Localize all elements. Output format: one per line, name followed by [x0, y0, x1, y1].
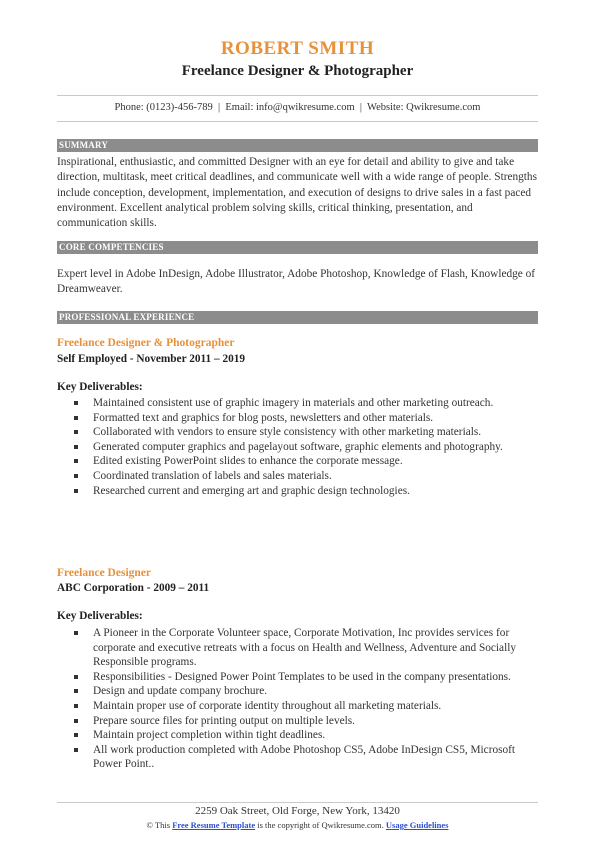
- list-item-text: Coordinated translation of labels and sales materials.: [93, 469, 332, 482]
- candidate-title: Freelance Designer & Photographer: [181, 63, 414, 79]
- list-item-text: Prepare source files for printing output on multiple levels.: [93, 714, 355, 727]
- list-item: [57, 670, 538, 685]
- candidate-name: ROBERT SMITH: [220, 38, 375, 59]
- list-item-text: Maintain proper use of corporate identity throughout all marketing materials.: [93, 699, 442, 712]
- list-item-text: A Pioneer in the Corporate Volunteer space, Corporate Motivation, Inc provides services for corporate and executive retreats with a focus on Health and Wellness, Adventure and Socially Responsible programs.: [93, 627, 516, 669]
- copyright-middle: is the copyright of Qwikresume.com.: [255, 820, 386, 830]
- bullet-icon: [74, 704, 78, 708]
- bullet-icon: [74, 489, 78, 493]
- section-header-competencies: CORE COMPETENCIES: [57, 241, 538, 254]
- list-item-text: Collaborated with vendors to ensure style consistency with other marketing materials.: [93, 426, 482, 439]
- job-company: ABC Corporation - 2009 – 2011: [57, 582, 210, 594]
- bullet-icon: [74, 474, 78, 478]
- section-header-experience: PROFESSIONAL EXPERIENCE: [57, 311, 538, 324]
- list-item: [57, 684, 538, 699]
- bullet-icon: [74, 719, 78, 723]
- job-company: Self Employed - November 2011 – 2019: [57, 353, 246, 365]
- bullet-icon: [74, 689, 78, 693]
- list-item: [57, 699, 538, 714]
- key-deliverables-label: Key Deliverables:: [57, 610, 143, 622]
- usage-guidelines-link[interactable]: Usage Guidelines: [385, 820, 449, 830]
- bullet-icon: [74, 416, 78, 420]
- job-title: Freelance Designer: [57, 567, 151, 579]
- list-item: [57, 743, 538, 772]
- deliverables-list: [57, 396, 538, 498]
- header-divider-top: [57, 95, 538, 96]
- bullet-icon: [74, 748, 78, 752]
- contact-line: Phone: (0123)-456-789 | Email: info@qwikresume.com | Website: Qwikresume.com: [114, 102, 481, 113]
- free-resume-template-link[interactable]: Free Resume Template: [172, 820, 256, 830]
- copyright-prefix: © This: [146, 820, 173, 830]
- list-item: [57, 714, 538, 729]
- list-item-text: Researched current and emerging art and graphic design technologies.: [93, 484, 410, 497]
- job-title: Freelance Designer & Photographer: [57, 337, 235, 349]
- bullet-icon: [74, 631, 78, 635]
- bullet-icon: [74, 733, 78, 737]
- list-item: [57, 469, 538, 484]
- competencies-text: Expert level in Adobe InDesign, Adobe Illustrator, Adobe Photoshop, Knowledge of Flash, Knowledge of Dreamweaver.: [57, 268, 536, 296]
- list-item: [57, 728, 538, 743]
- bullet-icon: [74, 430, 78, 434]
- deliverables-list: [57, 626, 538, 772]
- list-item-text: Design and update company brochure.: [93, 685, 268, 698]
- list-item-text: Edited existing PowerPoint slides to enhance the corporate message.: [93, 455, 403, 468]
- footer-copyright: [0, 820, 595, 830]
- section-header-summary: SUMMARY: [57, 139, 538, 152]
- list-item-text: Formatted text and graphics for blog posts, newsletters and other materials.: [93, 411, 434, 424]
- bullet-icon: [74, 675, 78, 679]
- list-item: [57, 411, 538, 426]
- list-item-text: Maintained consistent use of graphic imagery in materials and other marketing outreach.: [93, 397, 494, 409]
- summary-text: Inspirational, enthusiastic, and committed Designer with an eye for detail and ability to give and take direction, multitask, meet critical deadlines, and communicate well with a wide range of people. Strengths include conception, development, implementation, and execution of designs to drive sales in a fast paced environment. Excellent analytical problem solving skills, critical thinking, presentation, and communication skills.: [57, 156, 537, 230]
- list-item-text: Responsibilities - Designed Power Point Templates to be used in the company presentations.: [93, 670, 511, 683]
- list-item: [57, 454, 538, 469]
- header-divider-bottom: [57, 121, 538, 122]
- list-item: [57, 484, 538, 499]
- list-item: [57, 396, 538, 411]
- list-item: [57, 626, 538, 670]
- bullet-icon: [74, 459, 78, 463]
- bullet-icon: [74, 401, 78, 405]
- list-item-text: Generated computer graphics and pagelayout software, graphic elements and photography.: [93, 440, 503, 453]
- list-item: [57, 440, 538, 455]
- list-item-text: Maintain project completion within tight deadlines.: [93, 729, 326, 742]
- list-item-text: All work production completed with Adobe Photoshop CS5, Adobe InDesign CS5, Microsoft Power Point..: [93, 743, 516, 771]
- bullet-icon: [74, 445, 78, 449]
- footer-address: 2259 Oak Street, Old Forge, New York, 13420: [195, 805, 400, 817]
- footer-divider: [57, 802, 538, 803]
- list-item: [57, 425, 538, 440]
- key-deliverables-label: Key Deliverables:: [57, 381, 143, 393]
